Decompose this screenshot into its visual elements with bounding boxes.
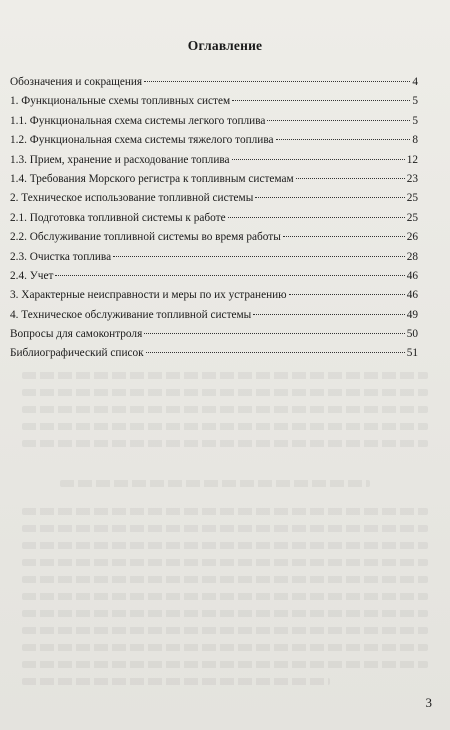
bleed-through-line <box>60 480 370 487</box>
toc-entry-page: 4 <box>412 76 418 88</box>
toc-entry <box>10 115 418 134</box>
bleed-through-line <box>22 576 428 583</box>
dot-leader <box>144 333 404 334</box>
toc-entry <box>10 347 418 366</box>
toc-entry-page: 12 <box>406 153 418 166</box>
page-number: 3 <box>425 695 432 710</box>
toc-entry-label: 1.4. Требования Морского регистра к топливным системам <box>10 172 294 185</box>
toc-entry-page: 49 <box>406 308 418 321</box>
toc-entry-page: 46 <box>406 289 418 302</box>
dot-leader <box>113 256 405 257</box>
dot-leader <box>55 275 404 276</box>
bleed-through-line <box>22 423 428 430</box>
bleed-through-line <box>22 610 428 617</box>
dot-leader <box>283 236 405 237</box>
bleed-through-line <box>22 525 428 532</box>
toc-entry <box>10 270 418 289</box>
toc-entry <box>10 192 418 211</box>
toc-entry-page: 25 <box>406 192 418 205</box>
bleed-through-line <box>22 661 428 668</box>
toc-entry-label: Обозначения и сокращения <box>10 76 143 88</box>
table-of-contents <box>10 76 418 367</box>
toc-entry-label: Вопросы для самоконтроля <box>10 328 143 341</box>
dot-leader <box>255 197 404 198</box>
bleed-through-line <box>22 440 428 447</box>
bleed-through-line <box>22 406 428 413</box>
toc-entry <box>10 251 418 270</box>
toc-entry <box>10 212 418 231</box>
toc-entry <box>10 289 418 308</box>
bleed-through-line <box>22 508 428 515</box>
toc-entry-page: 50 <box>406 328 418 341</box>
toc-entry-page: 5 <box>412 114 418 127</box>
toc-entry <box>10 231 418 250</box>
toc-title: Оглавление <box>187 38 263 53</box>
bleed-through-line <box>22 593 428 600</box>
dot-leader <box>228 217 405 218</box>
dot-leader <box>232 100 410 101</box>
toc-entry <box>10 154 418 173</box>
toc-entry-label: Библиографический список <box>10 347 144 360</box>
toc-entry <box>10 76 418 95</box>
toc-entry-page: 8 <box>412 134 418 147</box>
bleed-through-line <box>22 559 428 566</box>
dot-leader <box>146 352 405 353</box>
toc-entry-page: 25 <box>406 211 418 224</box>
toc-entry-label: 2.1. Подготовка топливной системы к работе <box>10 211 226 224</box>
dot-leader <box>232 159 405 160</box>
dot-leader <box>289 294 405 295</box>
toc-entry-page: 23 <box>406 172 418 185</box>
toc-entry-label: 2. Техническое использование топливной системы <box>10 192 254 205</box>
toc-entry <box>10 173 418 192</box>
bleed-through-line <box>22 542 428 549</box>
dot-leader <box>253 314 404 315</box>
toc-entry-page: 26 <box>406 231 418 244</box>
dot-leader <box>267 120 410 121</box>
toc-entry-label: 1. Функциональные схемы топливных систем <box>10 95 231 108</box>
dot-leader <box>276 139 411 140</box>
toc-entry <box>10 328 418 347</box>
bleed-through-line <box>22 372 428 379</box>
toc-entry-page: 51 <box>406 347 418 360</box>
toc-entry-label: 1.3. Прием, хранение и расходование топлива <box>10 153 230 166</box>
toc-entry <box>10 134 418 153</box>
toc-entry-label: 1.1. Функциональная схема системы легкого топлива <box>10 114 266 127</box>
toc-entry-label: 1.2. Функциональная схема системы тяжелого топлива <box>10 134 274 147</box>
dot-leader <box>144 81 410 82</box>
toc-entry-label: 3. Характерные неисправности и меры по их устранению <box>10 289 287 302</box>
toc-entry <box>10 309 418 328</box>
bleed-through-line <box>22 389 428 396</box>
bleed-through-line <box>22 627 428 634</box>
toc-entry-label: 2.4. Учет <box>10 269 54 282</box>
toc-entry <box>10 95 418 114</box>
toc-entry-label: 2.2. Обслуживание топливной системы во время работы <box>10 231 281 244</box>
dot-leader <box>296 178 405 179</box>
toc-entry-label: 4. Техническое обслуживание топливной системы <box>10 308 252 321</box>
toc-entry-page: 46 <box>406 269 418 282</box>
toc-entry-page: 5 <box>412 95 418 108</box>
toc-entry-page: 28 <box>406 250 418 263</box>
bleed-through-line <box>22 644 428 651</box>
toc-entry-label: 2.3. Очистка топлива <box>10 250 112 263</box>
bleed-through-line <box>22 678 330 685</box>
